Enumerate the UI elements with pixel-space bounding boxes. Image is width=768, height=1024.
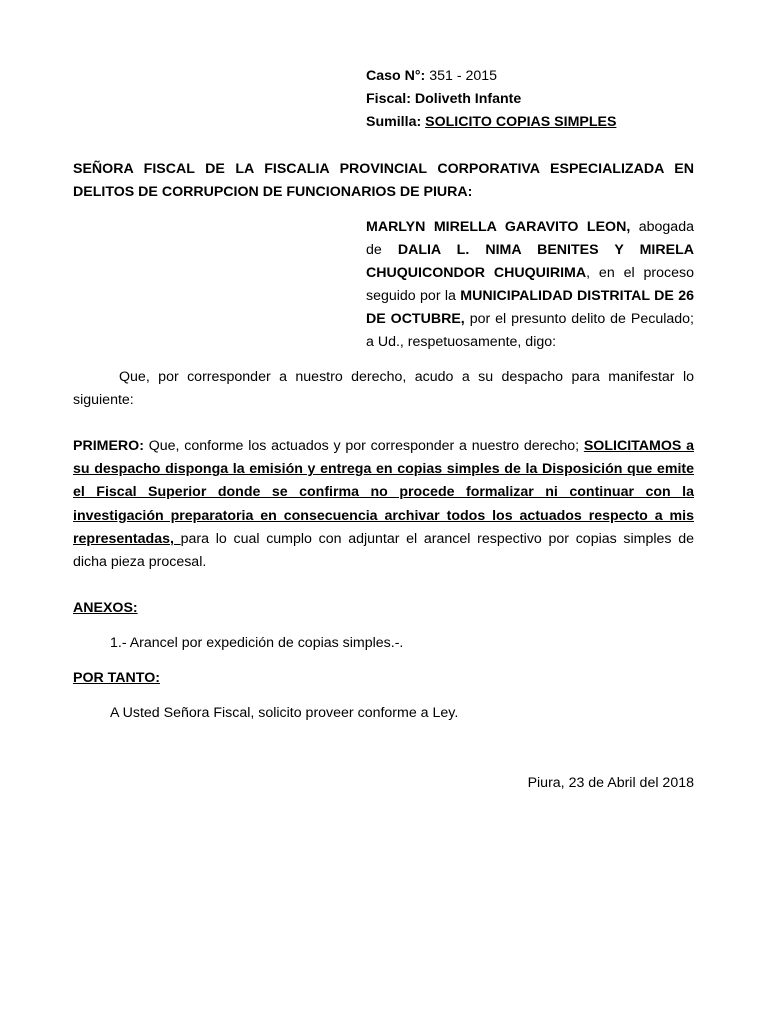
primero-request: SOLICITAMOS a su despacho disponga la emisión y entrega en copias simples de la Disposición que emite el Fiscal Superior donde se confirma no procede formalizar ni continuar con la investigación preparatoria en consecuencia archivar todos los actuados respecto a mis representadas, [73, 438, 694, 547]
closing-text: A Usted Señora Fiscal, solicito proveer conforme a Ley. [110, 705, 459, 721]
primero-text-1: Que, conforme los actuados y por corresponder a nuestro derecho; [143, 438, 584, 454]
summary-line [366, 113, 696, 136]
que-paragraph: Que, por corresponder a nuestro derecho, acudo a su despacho para manifestar lo siguiente: [73, 369, 694, 408]
primero-label: PRIMERO: [73, 438, 144, 454]
entity-name: MUNICIPALIDAD DISTRITAL DE 26 DE OCTUBRE, [366, 288, 695, 327]
therefore-title: POR TANTO: [73, 670, 160, 686]
prosecutor-line: Fiscal: Doliveth Infante [366, 91, 522, 107]
case-number-line [366, 67, 696, 90]
annexes-title: ANEXOS: [73, 600, 138, 616]
summary-label: Sumilla: [366, 114, 426, 130]
intro-paragraph [366, 216, 694, 354]
summary-value: SOLICITO COPIAS SIMPLES [425, 114, 617, 130]
intro-text-3: por el presunto delito de Peculado; a Ud., respetuosamente, digo: [366, 311, 694, 350]
annex-item: 1.- Arancel por expedición de copias simples.-. [110, 635, 404, 651]
case-number-value: 351 - 2015 [425, 68, 498, 84]
case-header [366, 67, 696, 136]
client-names: DALIA L. NIMA BENITES Y MIRELA CHUQUICONDOR CHUQUIRIMA [366, 242, 694, 281]
lawyer-name: MARLYN MIRELLA GARAVITO LEON, [366, 219, 631, 235]
case-number-label: Caso N°: [366, 68, 426, 84]
primero-text-2: para lo cual cumplo con adjuntar el arancel respectivo por copias simples de dicha pieza procesal. [73, 530, 694, 571]
primero-paragraph [73, 435, 694, 574]
place-date: Piura, 23 de Abril del 2018 [527, 775, 694, 791]
intro-text-1: abogada de [366, 219, 694, 258]
intro-text-2: , en el proceso seguido por la [366, 265, 694, 304]
addressee: SEÑORA FISCAL DE LA FISCALIA PROVINCIAL CORPORATIVA ESPECIALIZADA EN DELITOS DE CORRUPCION DE FUNCIONARIOS DE PIURA: [73, 161, 694, 200]
